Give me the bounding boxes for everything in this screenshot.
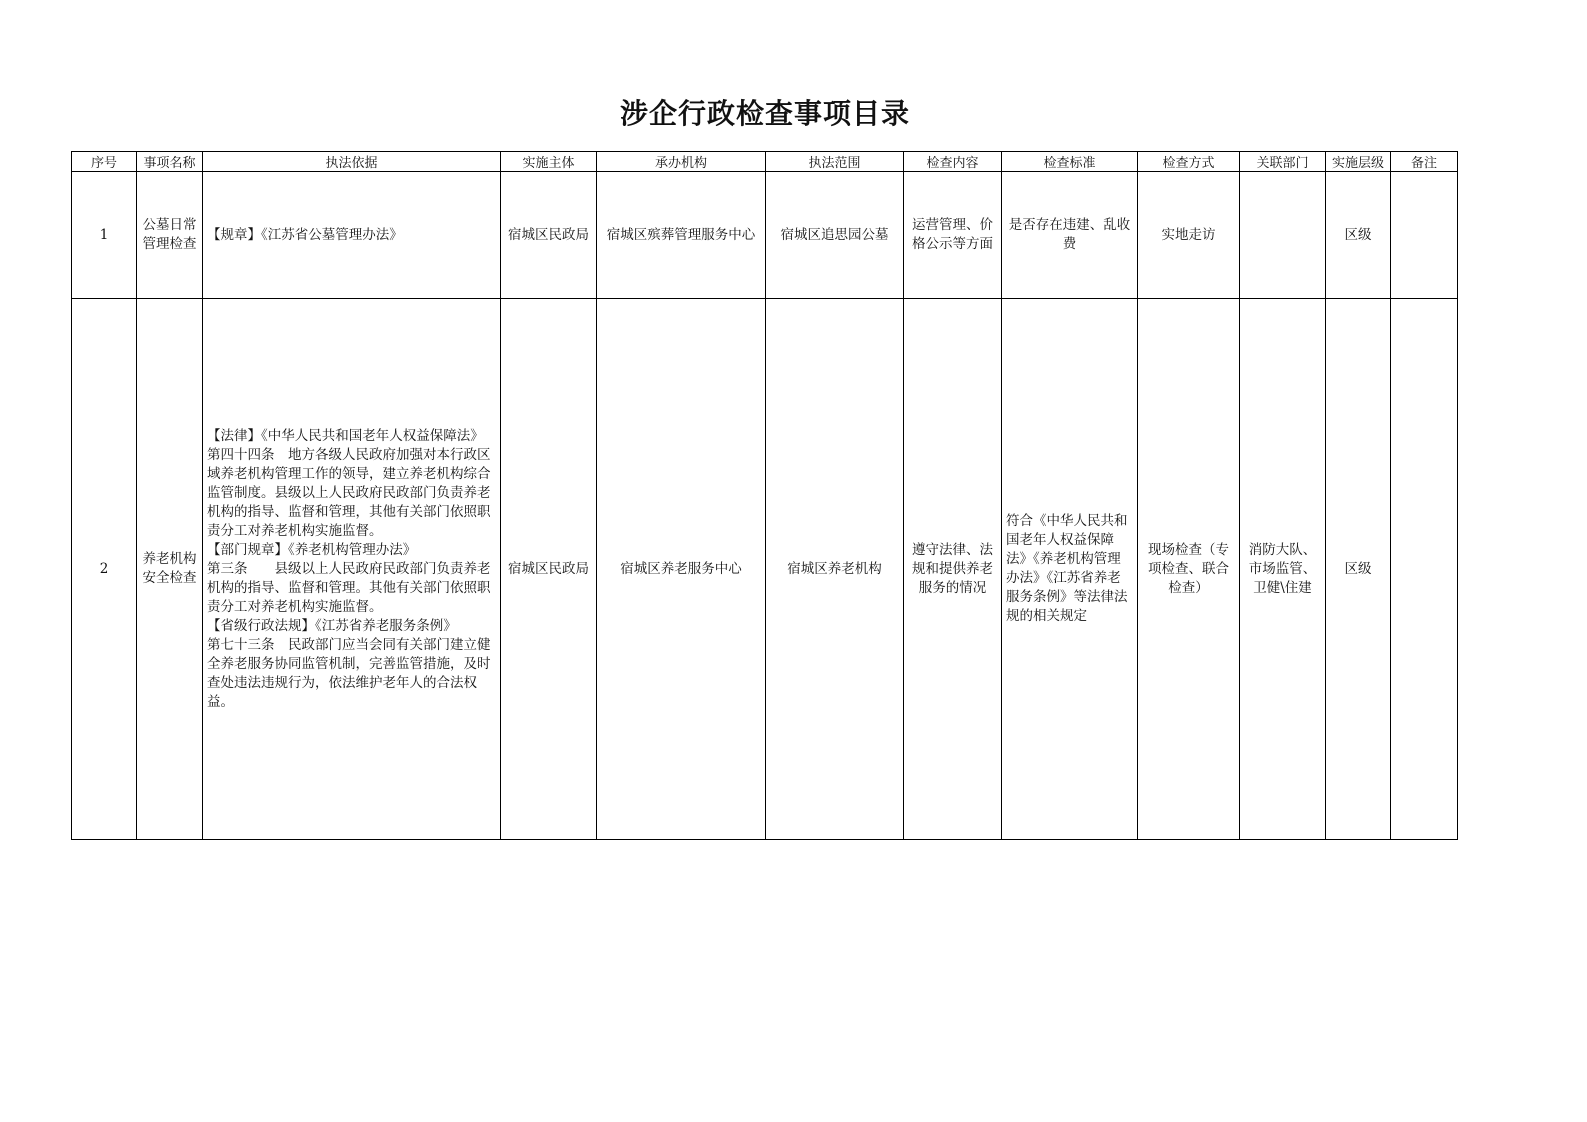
cell-inspection-standard: 符合《中华人民共和国老年人权益保障法》《养老机构管理办法》《江苏省养老服务条例》等法律法规的相关规定 <box>1002 299 1138 840</box>
cell-inspection-method: 实地走访 <box>1138 172 1240 299</box>
cell-enforcement-scope: 宿城区养老机构 <box>766 299 904 840</box>
cell-implementing-subject: 宿城区民政局 <box>501 299 597 840</box>
header-enforcement-scope: 执法范围 <box>766 152 904 172</box>
header-implementing-subject: 实施主体 <box>501 152 597 172</box>
cell-legal-basis: 【法律】《中华人民共和国老年人权益保障法》 第四十四条 地方各级人民政府加强对本行政区域养老机构管理工作的领导，建立养老机构综合监管制度。县级以上人民政府民政部门负责养老机构的指导、监督和管理，其他有关部门依照职责分工对养老机构实施监督。 【部门规章】《养老机构管理办法》 第三条 县级以上人民政府民政部门负责养老机构的指导、监督和管理。其他有关部门依照职责分工对养老机构实施监督。 【省级行政法规】《江苏省养老服务条例》 第七十三条 民政部门应当会同有关部门建立健全养老服务协同监管机制，完善监管措施，及时查处违法违规行为，依法维护老年人的合法权益。 <box>203 299 501 840</box>
cell-enforcement-scope: 宿城区追思园公墓 <box>766 172 904 299</box>
cell-implementation-level: 区级 <box>1326 172 1391 299</box>
header-no: 序号 <box>72 152 137 172</box>
cell-inspection-content: 遵守法律、法规和提供养老服务的情况 <box>904 299 1002 840</box>
cell-no: 2 <box>72 299 137 840</box>
cell-related-departments: 消防大队、市场监管、卫健\住建 <box>1240 299 1326 840</box>
table-header-row <box>72 152 1458 172</box>
cell-undertaking-agency: 宿城区殡葬管理服务中心 <box>597 172 766 299</box>
cell-inspection-content: 运营管理、价格公示等方面 <box>904 172 1002 299</box>
header-legal-basis: 执法依据 <box>203 152 501 172</box>
header-item-name: 事项名称 <box>137 152 203 172</box>
cell-item-name: 养老机构安全检查 <box>137 299 203 840</box>
cell-item-name: 公墓日常管理检查 <box>137 172 203 299</box>
page-title: 涉企行政检查事项目录 <box>619 97 910 130</box>
inspection-catalog-table <box>71 151 1458 840</box>
header-inspection-content: 检查内容 <box>904 152 1002 172</box>
table-row <box>72 172 1458 299</box>
cell-inspection-method: 现场检查（专项检查、联合检查） <box>1138 299 1240 840</box>
cell-remarks <box>1391 299 1458 840</box>
header-remarks: 备注 <box>1391 152 1458 172</box>
header-related-departments: 关联部门 <box>1240 152 1326 172</box>
cell-implementing-subject: 宿城区民政局 <box>501 172 597 299</box>
cell-implementation-level: 区级 <box>1326 299 1391 840</box>
header-implementation-level: 实施层级 <box>1326 152 1391 172</box>
header-undertaking-agency: 承办机构 <box>597 152 766 172</box>
cell-legal-basis: 【规章】《江苏省公墓管理办法》 <box>203 172 501 299</box>
cell-no: 1 <box>72 172 137 299</box>
table-row <box>72 299 1458 840</box>
header-inspection-method: 检查方式 <box>1138 152 1240 172</box>
cell-inspection-standard: 是否存在违建、乱收费 <box>1002 172 1138 299</box>
cell-related-departments <box>1240 172 1326 299</box>
cell-undertaking-agency: 宿城区养老服务中心 <box>597 299 766 840</box>
cell-remarks <box>1391 172 1458 299</box>
header-inspection-standard: 检查标准 <box>1002 152 1138 172</box>
